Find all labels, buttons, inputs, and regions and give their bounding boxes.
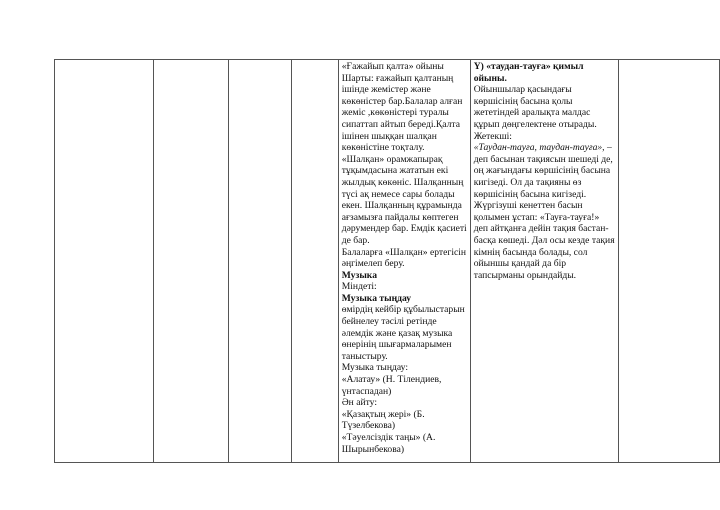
text-line: басқа көшеді. Дәл осы кезде тақия <box>473 234 615 246</box>
table-cell-5-activity <box>338 60 470 463</box>
text-line: қолымен ұстап: «Тауға-тауға!» <box>473 211 600 223</box>
text-line: жылдық көкөніс. Шалқанның <box>341 176 464 188</box>
text-line: деп айтқанға дейін тақия бастан- <box>473 223 609 235</box>
text-line: әлемдік және қазақ музыка <box>341 327 453 339</box>
text-line: өнерінің шығармаларымен <box>341 339 452 351</box>
text-line: тапсырманы орындайды. <box>473 269 577 281</box>
text-line: өмірдің кейбір құбылыстарын <box>341 304 465 316</box>
table-cell-7 <box>618 60 719 463</box>
text-line: үнтаспадан) <box>341 385 392 397</box>
text-line: түсі ақ немесе сары болады <box>341 188 455 200</box>
text-line: ойыншы қандай да бір <box>473 258 567 270</box>
text-line: «Қазақтың жері» (Б. <box>341 408 425 420</box>
text-line: «Шалқан» орамжапырақ <box>341 153 443 165</box>
text-line: «Ғажайып қалта» ойыны <box>341 61 444 72</box>
text-line: деп басынан тақиясын шешеді де, <box>473 153 613 165</box>
text-line: ойыны. <box>473 72 507 84</box>
text-line: Музыка тыңдау <box>341 292 412 304</box>
plan-table <box>54 59 720 463</box>
text-line: Міндеті: <box>341 281 377 293</box>
table-cell-4 <box>292 60 339 463</box>
text-line: Балаларға «Шалқан» ертегісін <box>341 246 467 258</box>
text-line: ішінен шыққан шалқан <box>341 130 437 142</box>
text-line: «Таудан-тауға, таудан-тауға», – <box>473 142 612 154</box>
text-line: Ү) «таудан-тауға» қимыл <box>473 61 584 72</box>
text-line: де бар. <box>341 234 370 246</box>
text-line: көкөністер бар.Балалар алған <box>341 95 463 107</box>
table-cell-3 <box>228 60 291 463</box>
text-line: көршісінің басына кигізеді. <box>473 188 587 200</box>
game-text <box>474 61 615 281</box>
text-line: Ән айту: <box>341 397 377 409</box>
text-line: кімнің басында болады, сол <box>473 246 588 258</box>
text-line: жететіндей аралықта малдас <box>473 107 591 119</box>
text-line: құрып дөңгелектене отырады. <box>473 118 597 130</box>
table-cell-2 <box>153 60 228 463</box>
text-line: Түзелбекова) <box>341 420 396 432</box>
text-line: Музыка <box>341 269 377 281</box>
text-line: ағзамызға пайдалы көптеген <box>341 211 459 223</box>
text-line: кигізеді. Ол да тақияны өз <box>473 176 582 188</box>
text-line: екен. Шалқанның құрамында <box>341 200 462 212</box>
text-line: көршісінің басына қолы <box>473 95 573 107</box>
text-line: оң жағындағы көршісінің басына <box>473 165 611 177</box>
text-line: ішінде жемістер және <box>341 84 431 96</box>
activity-text <box>342 61 467 455</box>
text-line: сипаттап айтып береді.Қалта <box>341 118 460 130</box>
text-line: көкөністіне тоқталу. <box>341 142 425 154</box>
text-line: бейнелеу тәсілі ретінде <box>341 316 437 328</box>
table-row <box>55 60 720 463</box>
text-line: жеміс ,көкөністері туралы <box>341 107 449 119</box>
text-line: Шарты: ғажайып қалтаның <box>341 72 454 84</box>
text-line: тұқымдасына жататын екі <box>341 165 449 177</box>
text-line: «Алатау» (Н. Тілендиев, <box>341 374 442 386</box>
text-line: Шырынбекова) <box>341 443 405 455</box>
text-line: Жетекші: <box>473 130 512 142</box>
text-line: әңгімелеп беру. <box>341 258 405 270</box>
text-line: Музыка тыңдау: <box>341 362 408 374</box>
table-cell-1 <box>55 60 154 463</box>
text-line: дәрумендер бар. Емдік қасиеті <box>341 223 467 235</box>
text-line: Жүргізуші кенеттен басын <box>473 200 583 212</box>
table-cell-6-game <box>470 60 618 463</box>
text-line: Ойыншылар қасындағы <box>473 84 572 96</box>
text-line: «Тәуелсіздік таңы» (А. <box>341 432 436 443</box>
text-line: таныстыру. <box>341 350 388 362</box>
